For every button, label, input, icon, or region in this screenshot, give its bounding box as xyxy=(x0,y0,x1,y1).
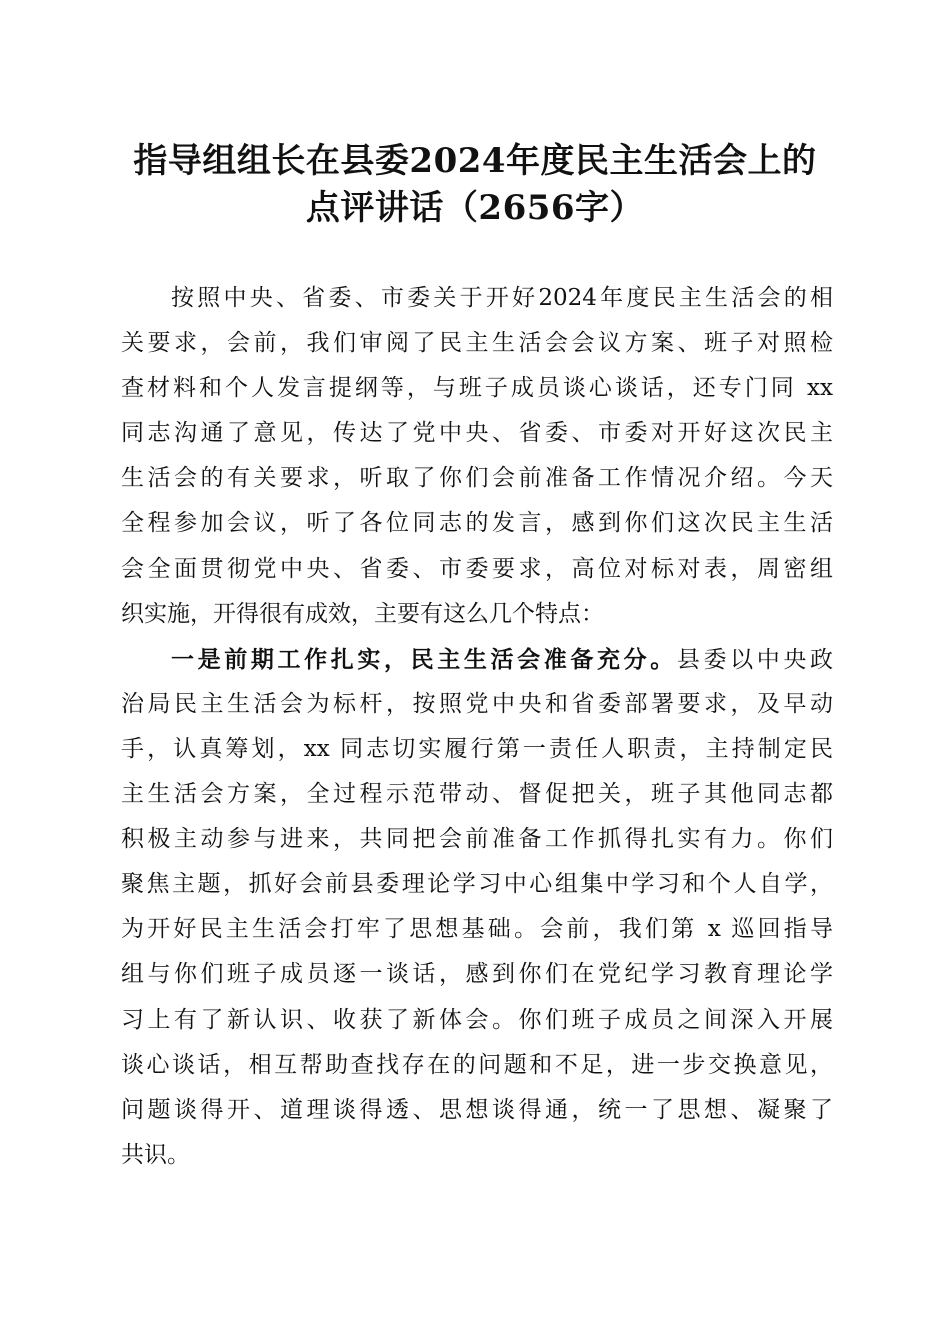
paragraph-2-line: 组与你们班子成员逐一谈话，感到你们在党纪学习教育理论学 xyxy=(121,961,833,988)
paragraph-2-line: 问题谈得开、道理谈得透、思想谈得通，统一了思想、凝聚了 xyxy=(121,1096,833,1123)
title-line: 点评讲话（2656字） xyxy=(305,188,645,228)
paragraph-1-line: 全程参加会议，听了各位同志的发言，感到你们这次民主生活 xyxy=(121,510,833,537)
paragraph-1-line: 会全面贯彻党中央、省委、市委要求，高位对标对表，周密组 xyxy=(121,555,833,582)
paragraph-1-line: 关要求，会前，我们审阅了民主生活会会议方案、班子对照检 xyxy=(121,330,833,357)
paragraph-2-line: 习上有了新认识、收获了新体会。你们班子成员之间深入开展 xyxy=(121,1006,833,1033)
paragraph-2-line: 聚焦主题，抓好会前县委理论学习中心组集中学习和个人自学， xyxy=(121,871,833,898)
paragraph-1-line: 按照中央、省委、市委关于开好2024年度民主生活会的相 xyxy=(171,285,833,311)
paragraph-2-line: 为开好民主生活会打牢了思想基础。会前，我们第 x 巡回指导 xyxy=(121,916,833,943)
paragraph-2-line: 主生活会方案，全过程示范带动、督促把关，班子其他同志都 xyxy=(121,781,833,808)
paragraph-1-line: 同志沟通了意见，传达了党中央、省委、市委对开好这次民主 xyxy=(121,420,833,447)
paragraph-1-line: 查材料和个人发言提纲等，与班子成员谈心谈话，还专门同 xx xyxy=(121,375,833,402)
paragraph-2-first-line xyxy=(121,637,833,682)
paragraph-2-line: 治局民主生活会为标杆，按照党中央和省委部署要求，及早动 xyxy=(121,690,833,717)
document-body xyxy=(121,276,833,1178)
document-title xyxy=(100,138,850,232)
paragraph-2-lead: 一是前期工作扎实，民主生活会准备充分。 xyxy=(171,645,677,673)
paragraph-1-line: 织实施，开得很有成效，主要有这么几个特点： xyxy=(121,600,604,627)
paragraph-2-line: 共识。 xyxy=(121,1141,190,1168)
paragraph-2-first-rest: 县委以中央政 xyxy=(676,646,833,673)
paragraph-2-line: 手，认真筹划，xx 同志切实履行第一责任人职责，主持制定民 xyxy=(121,735,833,762)
paragraph-1-line: 生活会的有关要求，听取了你们会前准备工作情况介绍。今天 xyxy=(121,465,833,492)
title-line: 指导组组长在县委2024年度民主生活会上的 xyxy=(133,141,817,181)
paragraph-2-line: 谈心谈话，相互帮助查找存在的问题和不足，进一步交换意见， xyxy=(121,1051,833,1078)
paragraph-2-line: 积极主动参与进来，共同把会前准备工作抓得扎实有力。你们 xyxy=(121,826,833,853)
